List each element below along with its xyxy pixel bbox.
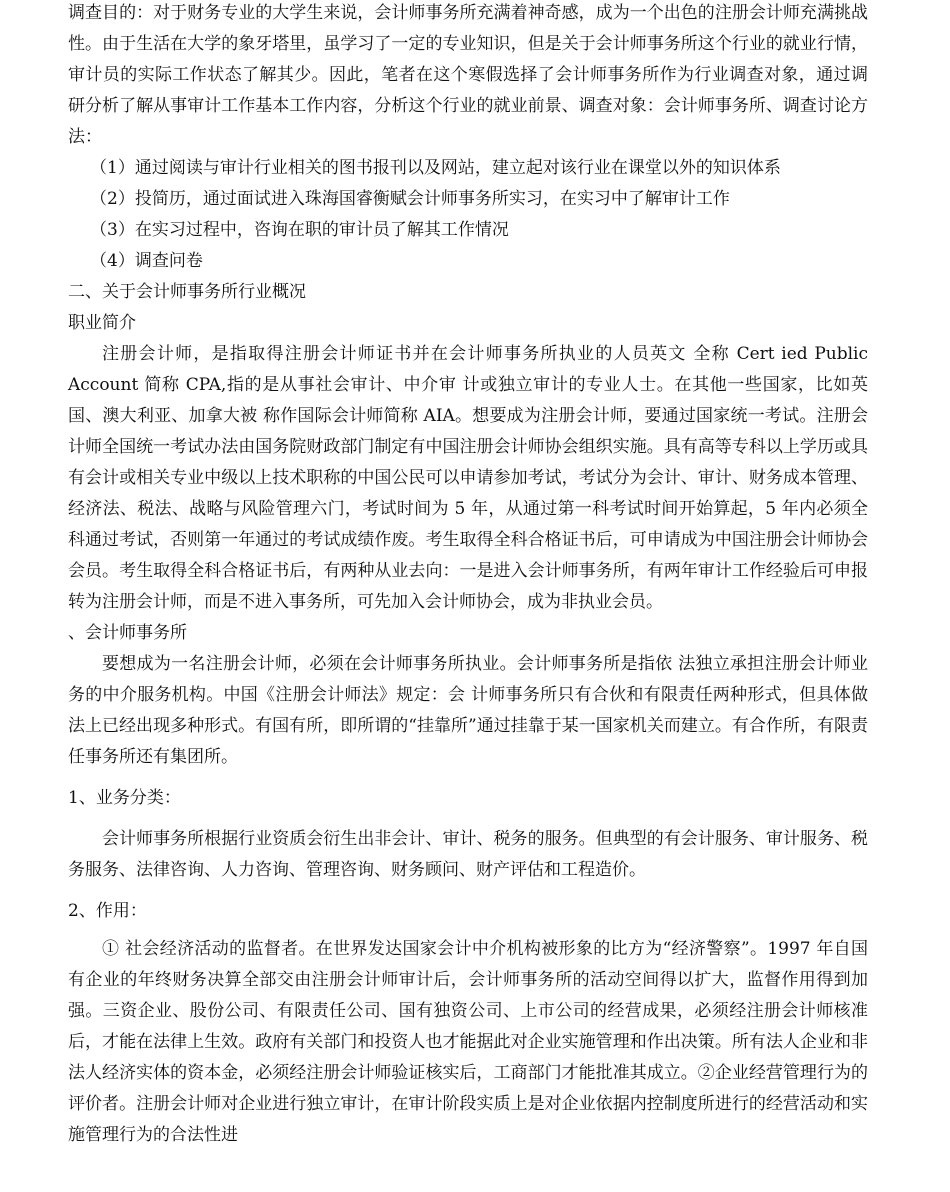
career-intro-paragraph: 注册会计师，是指取得注册会计师证书并在会计师事务所执业的人员英文 全称 Cert ied Public Account 简称 CPA,指的是从事社会审计、中介审 计或独立审计的专业人士。在其他一些国家，比如英国、澳大利亚、加拿大被 称作国际会计师简称 AIA。想要成为注册会计师，要通过国家统一考试。注册会计师全国统一考试办法由国务院财政部门制定有中国注册会计师协会组织实施。具有高等专科以上学历或具有会计或相关专业中级以上技术职称的中国公民可以申请参加考试，考试分为会计、审计、财务成本管理、经济法、税法、战略与风险管理六门，考试时间为 5 年，从通过第一科考试时间开始算起，5 年内必须全科通过考试，否则第一年通过的考试成绩作废。考生取得全科合格证书后，可申请成为中国注册会计师协会会员。考生取得全科合格证书后，有两种从业去向：一是进入会计师事务所，有两年审计工作经验后可申报转为注册会计师，而是不进入事务所，可先加入会计师协会，成为非执业会员。	[68, 344, 868, 612]
firm-heading: 、会计师事务所	[68, 623, 187, 643]
career-intro-heading: 职业简介	[68, 313, 136, 333]
role-paragraph: ① 社会经济活动的监督者。在世界发达国家会计中介机构被形象的比方为“经济警察”。1997 年自国有企业的年终财务决算全部交由注册会计师审计后，会计师事务所的活动空间得以扩大，监督作用得到加强。三资企业、股份公司、有限责任公司、国有独资公司、上市公司的经营成果，必须经注册会计师核准 后，才能在法律上生效。政府有关部门和投资人也才能据此对企业实施管理和作出决策。所有法人企业和非法人经济实体的资本金，必须经注册会计师验证核实后，工商部门才能批准其成立。②企业经营管理行为的评价者。注册会计师对企业进行独立审计，在审计阶段实质上是对企业依据内控制度所进行的经营活动和实施管理行为的合法性进	[68, 939, 868, 1145]
role-heading: 2、作用：	[68, 901, 147, 921]
document-page	[68, 0, 868, 1151]
intro-paragraph: 调查目的：对于财务专业的大学生来说，会计师事务所充满着神奇感，成为一个出色的注册会计师充满挑战性。由于生活在大学的象牙塔里，虽学习了一定的专业知识，但是关于会计师事务所这个行业的就业行情，审计员的实际工作状态了解其少。因此，笔者在这个寒假选择了会计师事务所作为行业调查对象，通过调 研分析了解从事审计工作基本工作内容，分析这个行业的就业前景、调查对象：会计师事务所、调查讨论方法：	[68, 3, 868, 147]
method-item-1: （1）通过阅读与审计行业相关的图书报刊以及网站，建立起对该行业在课堂以外的知识体系	[90, 158, 781, 178]
method-item-2: （2）投简历，通过面试进入珠海国睿衡赋会计师事务所实习，在实习中了解审计工作	[90, 189, 730, 209]
business-category-heading: 1、业务分类：	[68, 788, 181, 808]
method-item-3: （3）在实习过程中，咨询在职的审计员了解其工作情况	[90, 220, 509, 240]
section-heading-industry-overview: 二、关于会计师事务所行业概况	[68, 282, 306, 302]
method-item-4: （4）调查问卷	[90, 251, 203, 271]
firm-paragraph: 要想成为一名注册会计师，必须在会计师事务所执业。会计师事务所是指依 法独立承担注册会计师业务的中介服务机构。中国《注册会计师法》规定：会 计师事务所只有合伙和有限责任两种形式，但具体做法上已经出现多种形式。有国有所，即所谓的“挂靠所”通过挂靠于某一国家机关而建立。有合作所，有限责任事务所还有集团所。	[68, 654, 868, 767]
business-category-paragraph: 会计师事务所根据行业资质会衍生出非会计、审计、税务的服务。但典型的有会计服务、审计服务、税务服务、法律咨询、人力咨询、管理咨询、财务顾问、财产评估和工程造价。	[68, 829, 868, 880]
